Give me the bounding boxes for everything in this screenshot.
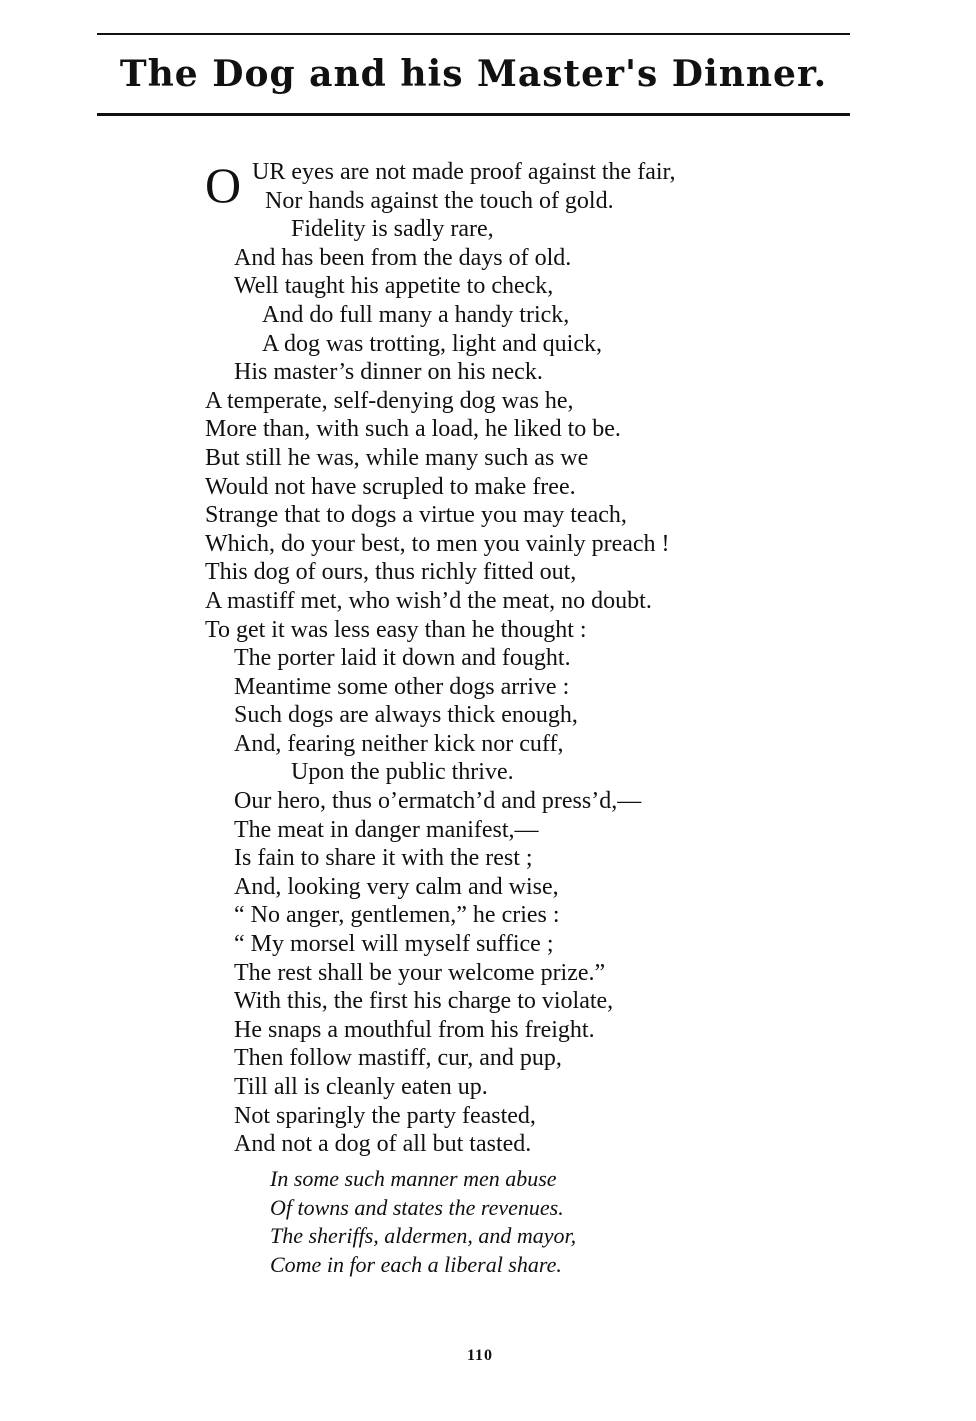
- poem-line: To get it was less easy than he thought :: [205, 616, 587, 643]
- poem-line: Is fain to share it with the rest ;: [234, 845, 533, 872]
- poem-line: His master’s dinner on his neck.: [234, 359, 543, 386]
- poem-line: “ No anger, gentlemen,” he cries :: [234, 902, 560, 929]
- poem-line: Which, do your best, to men you vainly preach !: [205, 530, 670, 557]
- poem-line: Nor hands against the touch of gold.: [265, 187, 614, 214]
- poem-line: Not sparingly the party feasted,: [234, 1102, 536, 1129]
- moral-line: The sheriffs, aldermen, and mayor,: [270, 1223, 577, 1249]
- poem-line: He snaps a mouthful from his freight.: [234, 1016, 595, 1043]
- poem-line: And has been from the days of old.: [234, 244, 572, 271]
- poem: [205, 158, 845, 1159]
- poem-line: But still he was, while many such as we: [205, 444, 589, 471]
- poem-line: More than, with such a load, he liked to be.: [205, 416, 621, 443]
- poem-line: Such dogs are always thick enough,: [234, 702, 578, 729]
- moral-line: In some such manner men abuse: [270, 1166, 557, 1191]
- moral-stanza: [270, 1165, 830, 1279]
- poem-line: The meat in danger manifest,—: [234, 816, 539, 843]
- poem-line: Till all is cleanly eaten up.: [234, 1074, 488, 1100]
- moral-line: Come in for each a liberal share.: [270, 1251, 562, 1277]
- poem-line: Fidelity is sadly rare,: [291, 216, 494, 243]
- poem-line: With this, the first his charge to violate,: [234, 988, 614, 1015]
- poem-line: Meantime some other dogs arrive :: [234, 673, 570, 700]
- drop-cap: O: [205, 157, 242, 213]
- poem-line: A mastiff met, who wish’d the meat, no doubt.: [205, 587, 652, 614]
- poem-line: “ My morsel will myself suffice ;: [234, 931, 554, 958]
- top-rule: [97, 33, 850, 35]
- poem-line: And not a dog of all but tasted.: [234, 1131, 532, 1158]
- poem-line: Our hero, thus o’ermatch’d and press’d,—: [234, 788, 642, 815]
- poem-line: Would not have scrupled to make free.: [205, 473, 576, 500]
- poem-line: Well taught his appetite to check,: [234, 273, 554, 300]
- poem-line: Upon the public thrive.: [291, 759, 514, 786]
- poem-line: A dog was trotting, light and quick,: [262, 330, 602, 357]
- poem-line: And do full many a handy trick,: [262, 301, 570, 328]
- poem-line: And, looking very calm and wise,: [234, 873, 559, 900]
- poem-line: The porter laid it down and fought.: [234, 645, 571, 672]
- poem-line-text: UR eyes are not made proof against the fair,: [252, 159, 676, 185]
- poem-line: The rest shall be your welcome prize.”: [234, 959, 606, 986]
- page-number: 110: [466, 1347, 494, 1364]
- poem-line: This dog of ours, thus richly fitted out,: [205, 559, 577, 586]
- moral-line: Of towns and states the revenues.: [270, 1194, 564, 1220]
- poem-line: A temperate, self-denying dog was he,: [205, 387, 574, 414]
- page-title: The Dog and his Master's Dinner.: [119, 53, 828, 95]
- poem-line: And, fearing neither kick nor cuff,: [234, 730, 564, 757]
- poem-line: Then follow mastiff, cur, and pup,: [234, 1045, 562, 1072]
- bottom-rule: [97, 113, 850, 116]
- poem-line: Strange that to dogs a virtue you may teach,: [205, 502, 627, 529]
